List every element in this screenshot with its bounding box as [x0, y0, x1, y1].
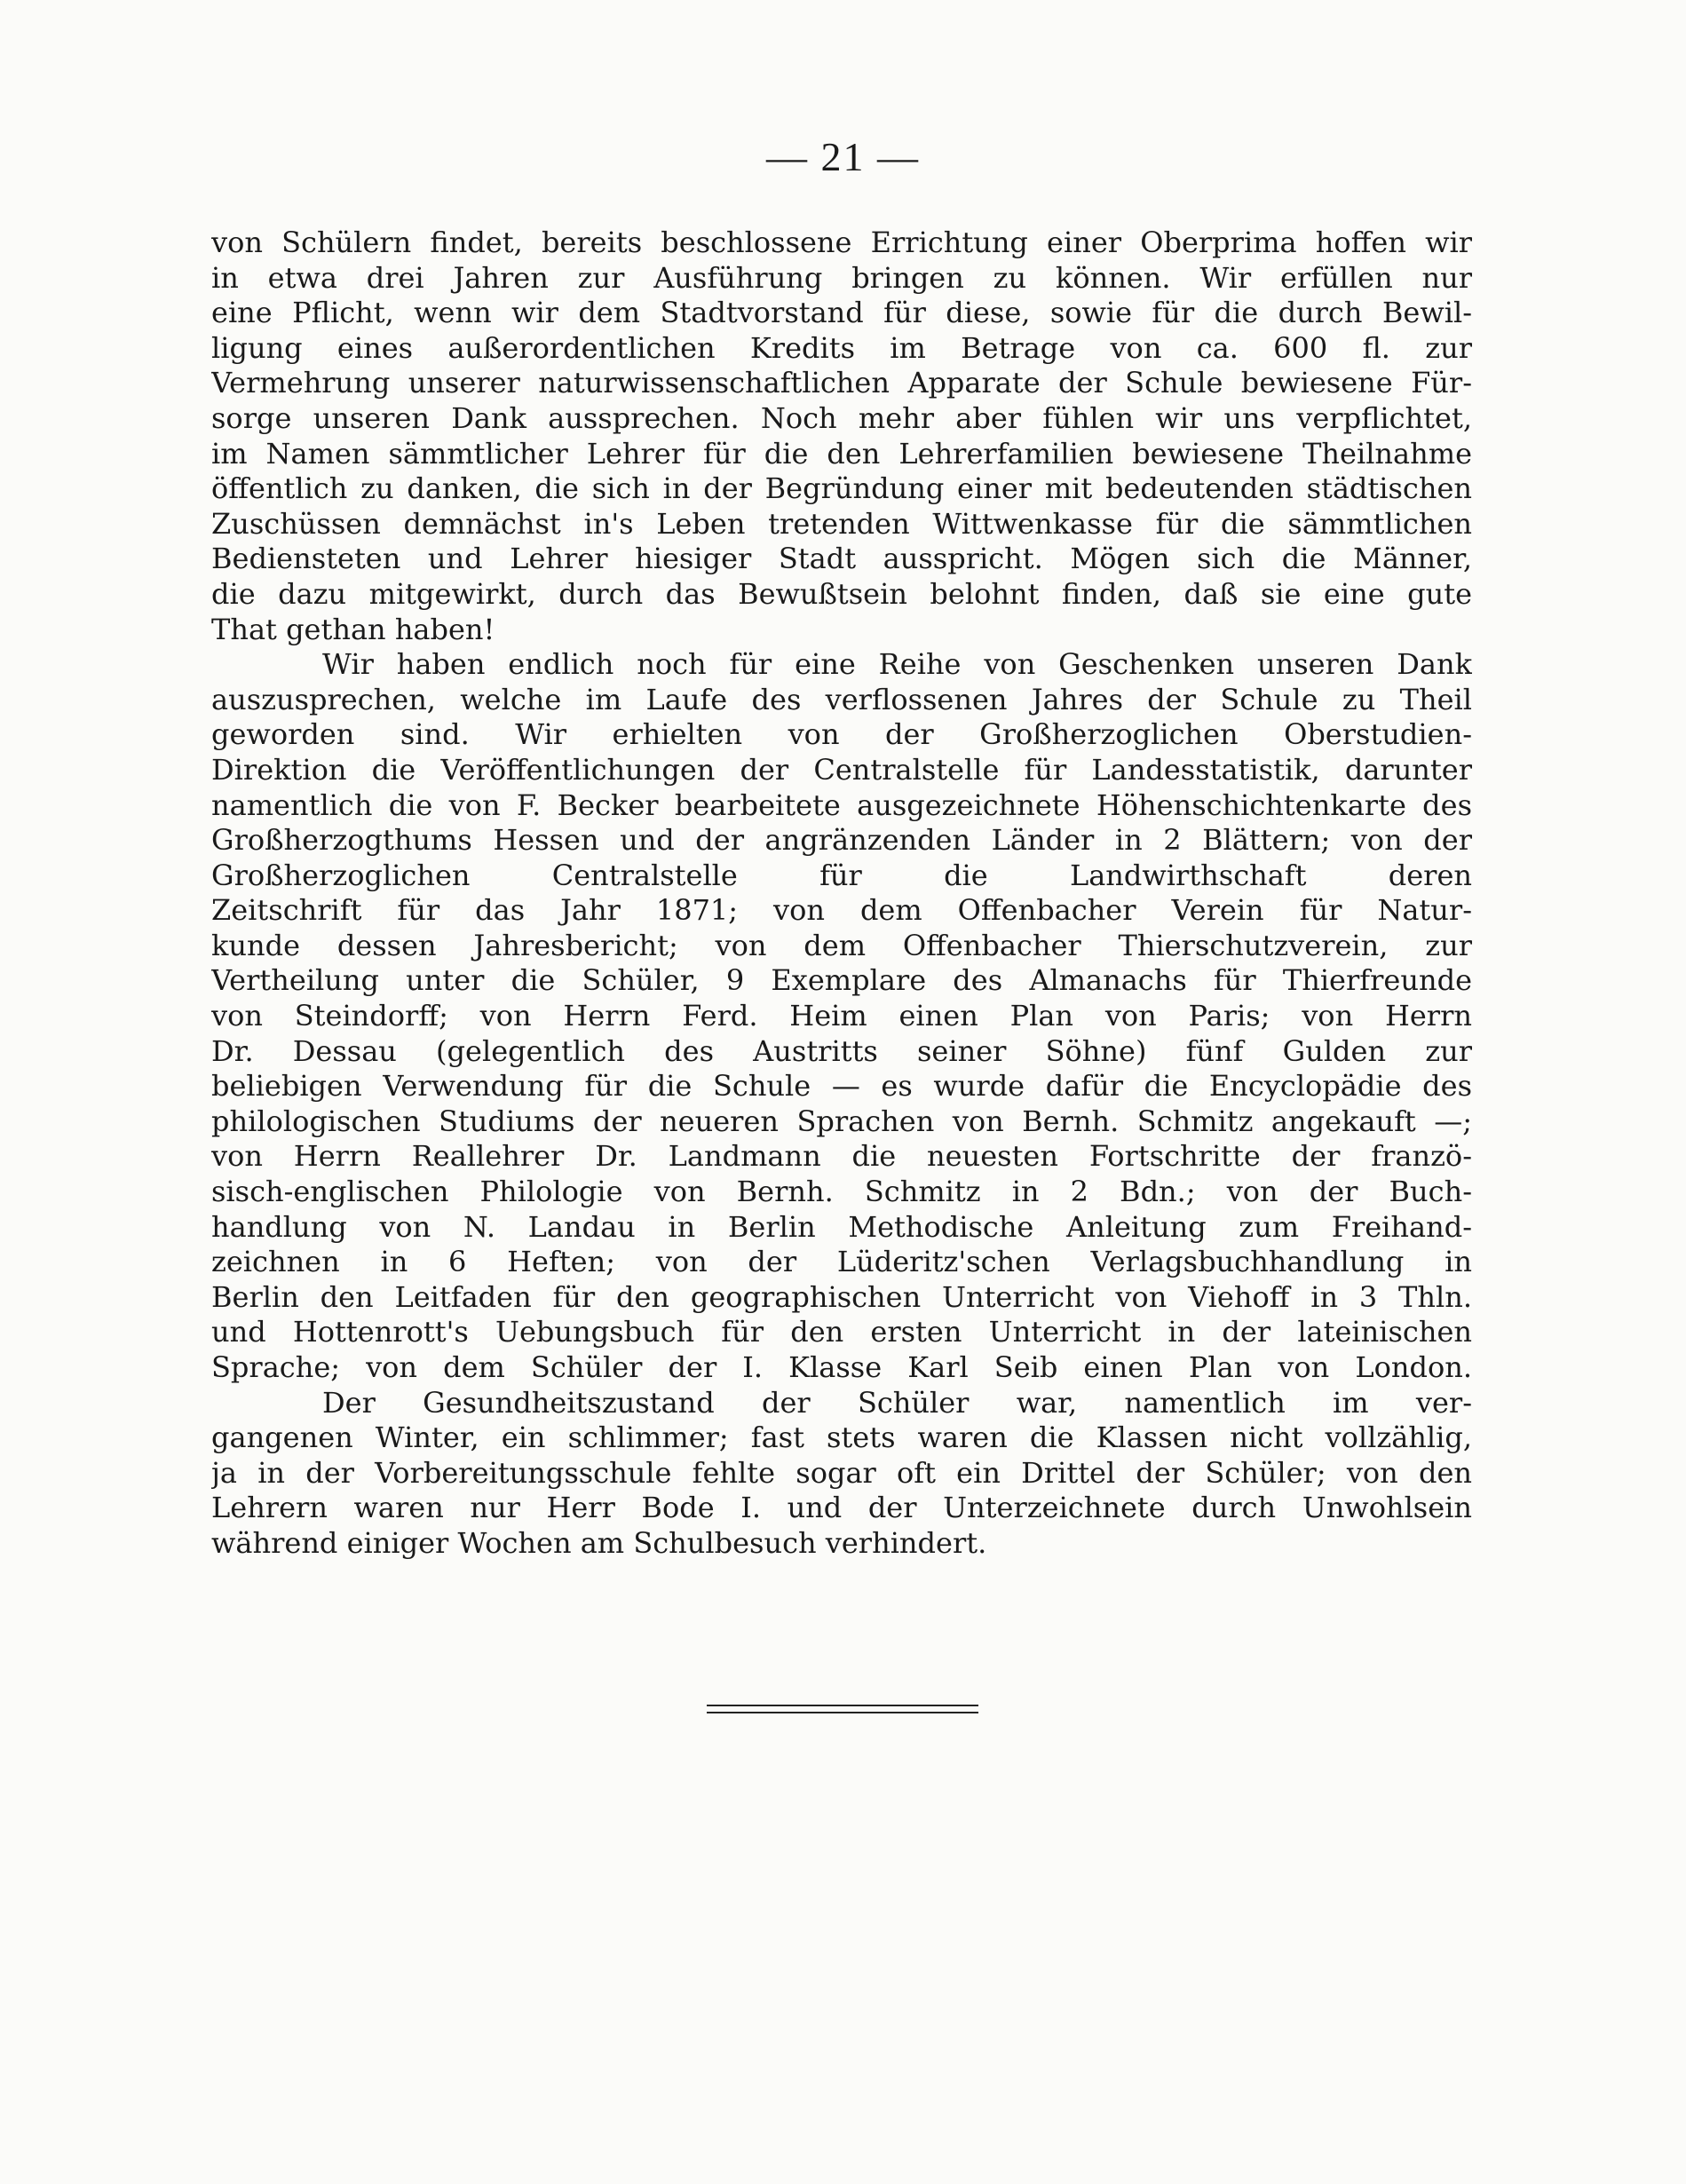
text-line: Berlin den Leitfaden für den geographischen Unterricht von Viehoff in 3 Thln.	[211, 1279, 1472, 1314]
text-line: Zuschüssen demnächst in's Leben tretenden Wittwenkasse für die sämmtlichen	[211, 506, 1472, 541]
text-line: Zeitschrift für das Jahr 1871; von dem Offenbacher Verein für Natur-	[211, 893, 1472, 928]
body-text	[211, 226, 1472, 1562]
text-line: That gethan haben!	[211, 612, 495, 646]
text-line: Großherzogthums Hessen und der angränzenden Länder in 2 Blättern; von der	[211, 823, 1472, 858]
text-line: sorge unseren Dank aussprechen. Noch mehr aber fühlen wir uns verpflichtet,	[211, 400, 1472, 435]
text-line: öffentlich zu danken, die sich in der Begründung einer mit bedeutenden städtischen	[211, 471, 1472, 506]
text-line: ja in der Vorbereitungsschule fehlte sogar oft ein Drittel der Schüler; von den	[211, 1455, 1472, 1490]
text-line: gangenen Winter, ein schlimmer; fast stets waren die Klassen nicht vollzählig,	[211, 1420, 1472, 1455]
text-line: von Herrn Reallehrer Dr. Landmann die neuesten Fortschritte der franzö-	[211, 1139, 1472, 1174]
text-line: philologischen Studiums der neueren Sprachen von Bernh. Schmitz angekauft —;	[211, 1104, 1472, 1138]
text-line: und Hottenrott's Uebungsbuch für den ersten Unterricht in der lateinischen	[211, 1315, 1472, 1349]
text-line: beliebigen Verwendung für die Schule — es wurde dafür die Encyclopädie des	[211, 1069, 1472, 1104]
text-line: Bediensteten und Lehrer hiesiger Stadt ausspricht. Mögen sich die Männer,	[211, 542, 1472, 576]
text-line: namentlich die von F. Becker bearbeitete ausgezeichnete Höhenschichtenkarte des	[211, 787, 1472, 822]
text-line: Großherzoglichen Centralstelle für die Landwirthschaft deren	[211, 858, 1472, 892]
text-line: Sprache; von dem Schüler der I. Klasse Karl Seib einen Plan von London.	[211, 1350, 1472, 1384]
text-line: Wir haben endlich noch für eine Reihe von Geschenken unseren Dank	[322, 647, 1472, 682]
text-line: Vertheilung unter die Schüler, 9 Exemplare des Almanachs für Thierfreunde	[211, 963, 1472, 998]
text-line: ligung eines außerordentlichen Kredits im Betrage von ca. 600 fl. zur	[211, 330, 1472, 365]
text-line: handlung von N. Landau in Berlin Methodische Anleitung zum Freihand-	[211, 1209, 1472, 1244]
text-line: geworden sind. Wir erhielten von der Großherzoglichen Oberstudien-	[211, 717, 1472, 752]
text-line: kunde dessen Jahresbericht; von dem Offenbacher Thierschutzverein, zur	[211, 928, 1472, 962]
page-number: — 21 —	[766, 134, 920, 179]
text-line: zeichnen in 6 Heften; von der Lüderitz'schen Verlagsbuchhandlung in	[211, 1245, 1472, 1279]
separator-rule	[707, 1705, 978, 1706]
text-line: auszusprechen, welche im Laufe des verflossenen Jahres der Schule zu Theil	[211, 682, 1472, 716]
text-line: während einiger Wochen am Schulbesuch verhindert.	[211, 1525, 987, 1560]
text-line: in etwa drei Jahren zur Ausführung bringen zu können. Wir erfüllen nur	[211, 260, 1472, 295]
text-line: von Steindorff; von Herrn Ferd. Heim einen Plan von Paris; von Herrn	[211, 999, 1472, 1033]
separator-rule	[707, 1712, 978, 1713]
text-line: Lehrern waren nur Herr Bode I. und der Unterzeichnete durch Unwohlsein	[211, 1491, 1472, 1525]
text-line: sisch-englischen Philologie von Bernh. Schmitz in 2 Bdn.; von der Buch-	[211, 1175, 1472, 1209]
text-line: die dazu mitgewirkt, durch das Bewußtsein belohnt finden, daß sie eine gute	[211, 576, 1472, 611]
text-line: eine Pflicht, wenn wir dem Stadtvorstand für diese, sowie für die durch Bewil-	[211, 296, 1472, 330]
text-line: Direktion die Veröffentlichungen der Centralstelle für Landesstatistik, darunter	[211, 752, 1472, 787]
text-line: im Namen sämmtlicher Lehrer für die den Lehrerfamilien bewiesene Theilnahme	[211, 436, 1472, 471]
text-line: von Schülern findet, bereits beschlossene Errichtung einer Oberprima hoffen wir	[211, 226, 1472, 259]
text-line: Vermehrung unserer naturwissenschaftlichen Apparate der Schule bewiesene Für-	[211, 366, 1472, 400]
text-line: Dr. Dessau (gelegentlich des Austritts seiner Söhne) fünf Gulden zur	[211, 1033, 1472, 1068]
text-line: Der Gesundheitszustand der Schüler war, namentlich im ver-	[322, 1385, 1472, 1420]
